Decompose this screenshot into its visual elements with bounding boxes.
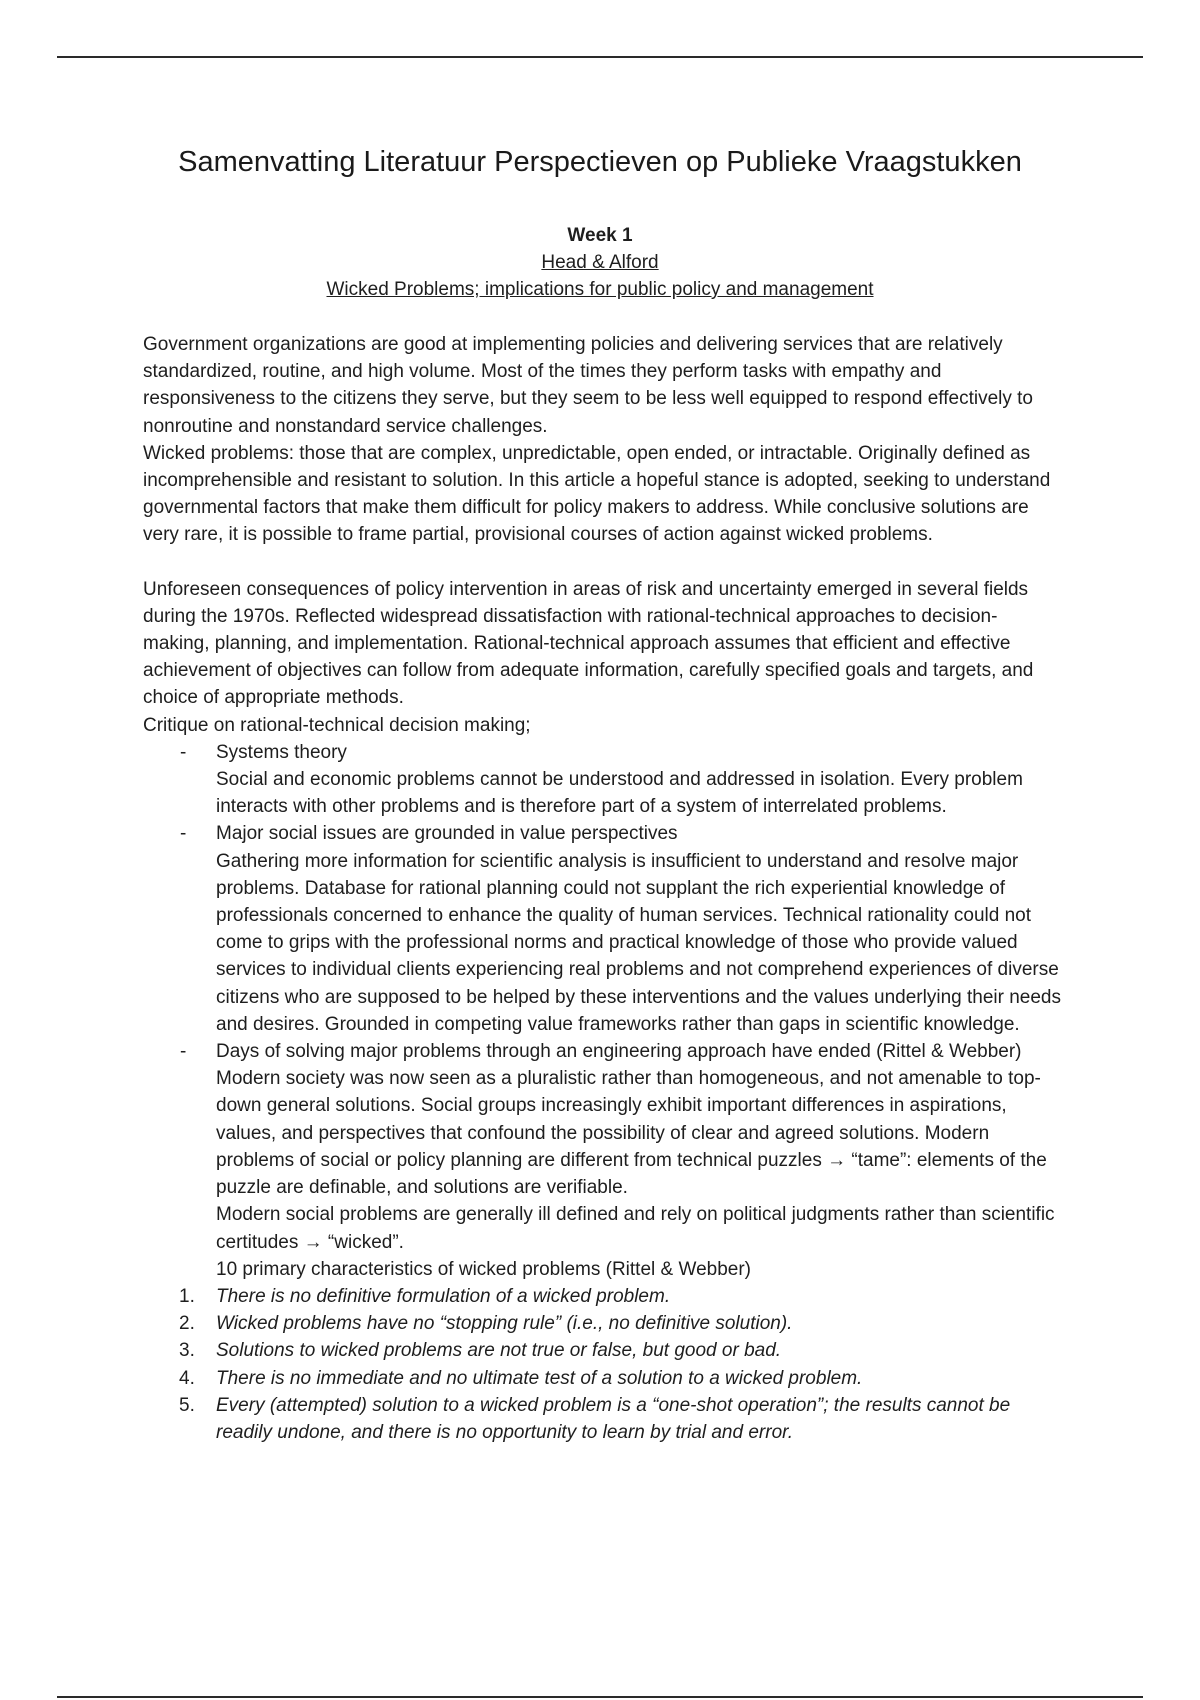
footer-rule (57, 1696, 1143, 1698)
list-item (143, 1337, 1063, 1364)
list-item (143, 820, 1063, 1038)
list-text: Wicked problems have no “stopping rule” (i.e., no definitive solution). (216, 1313, 793, 1335)
bullet-body: Social and economic problems cannot be understood and addressed in isolation. Every problem interacts with other problems and is therefore part of a system of interrelated problems. (216, 769, 1023, 818)
bullet-body: Modern social problems are generally ill defined and rely on political judgments rather than scientific certitudes → “wicked”. (216, 1204, 1055, 1253)
authors-label: Head & Alford (541, 252, 659, 273)
bullet-marker: - (180, 823, 187, 845)
week-label: Week 1 (567, 225, 633, 246)
critique-list (143, 739, 1063, 1283)
list-number: 1. (179, 1285, 195, 1307)
bullet-marker: - (180, 741, 187, 763)
list-item (143, 1038, 1063, 1283)
paragraph: Unforeseen consequences of policy intervention in areas of risk and uncertainty emerged in several fields during the 1970s. Reflected widespread dissatisfaction with rational-technical approaches to decision-making, planning, and implementation. Rational-technical approach assumes that efficient and effective achievement of objectives can follow from adequate information, carefully specified goals and targets, and choice of appropriate methods. (143, 578, 1034, 709)
section-heading (0, 222, 1200, 303)
bullet-body: 10 primary characteristics of wicked problems (Rittel & Webber) (216, 1258, 751, 1280)
paragraph: Government organizations are good at implementing policies and delivering services that are relatively standardized, routine, and high volume. Most of the times they perform tasks with empathy and responsiveness to the citizens they serve, but they seem to be less well equipped to respond effectively to nonroutine and nonstandard service challenges. (143, 334, 1033, 437)
paragraph: Critique on rational-technical decision making; (143, 714, 531, 736)
bullet-body: Gathering more information for scientific analysis is insufficient to understand and resolve major problems. Database for rational planning could not supplant the rich experiential knowledge of professionals concerned to enhance the quality of human services. Technical rationality could not come to grips with the professional norms and practical knowledge of those who provide valued services to individual clients experiencing real problems and not comprehend experiences of diverse citizens who are supposed to be helped by these interventions and the values underlying their needs and desires. Grounded in competing value frameworks rather than gaps in scientific knowledge. (216, 850, 1061, 1035)
bullet-marker: - (180, 1041, 187, 1063)
header-rule (57, 56, 1143, 58)
bullet-heading: Systems theory (216, 741, 347, 763)
bullet-heading: Days of solving major problems through an engineering approach have ended (Rittel & Webber) (216, 1041, 1022, 1063)
list-text: Every (attempted) solution to a wicked problem is a “one-shot operation”; the results cannot be readily undone, and there is no opportunity to learn by trial and error. (216, 1394, 1011, 1443)
list-text: There is no definitive formulation of a wicked problem. (216, 1285, 671, 1307)
list-item (143, 1365, 1063, 1392)
article-title: Wicked Problems; implications for public policy and management (326, 279, 874, 300)
list-text: Solutions to wicked problems are not true or false, but good or bad. (216, 1340, 782, 1362)
bullet-heading: Major social issues are grounded in value perspectives (216, 823, 678, 845)
list-text: There is no immediate and no ultimate test of a solution to a wicked problem. (216, 1367, 863, 1389)
bullet-body: Modern society was now seen as a pluralistic rather than homogeneous, and not amenable to top-down general solutions. Social groups increasingly exhibit important differences in aspirations, values, and perspectives that confound the possibility of clear and agreed solutions. Modern problems of social or policy planning are different from technical puzzles → “tame”: elements of the puzzle are definable, and solutions are verifiable. (216, 1068, 1047, 1199)
characteristics-list (143, 1283, 1063, 1446)
list-number: 3. (179, 1340, 195, 1362)
list-item (143, 1392, 1063, 1446)
list-number: 2. (179, 1313, 195, 1335)
list-number: 5. (179, 1394, 195, 1416)
paragraph: Wicked problems: those that are complex, unpredictable, open ended, or intractable. Originally defined as incomprehensible and resistant to solution. In this article a hopeful stance is adopted, seeking to understand governmental factors that make them difficult for policy makers to address. While conclusive solutions are very rare, it is possible to frame partial, provisional courses of action against wicked problems. (143, 442, 1051, 546)
list-item (143, 1310, 1063, 1337)
document-title: Samenvatting Literatuur Perspectieven op Publieke Vraagstukken (178, 146, 1022, 178)
list-number: 4. (179, 1367, 195, 1389)
list-item (143, 1283, 1063, 1310)
document-body (143, 331, 1063, 1446)
list-item (143, 739, 1063, 821)
